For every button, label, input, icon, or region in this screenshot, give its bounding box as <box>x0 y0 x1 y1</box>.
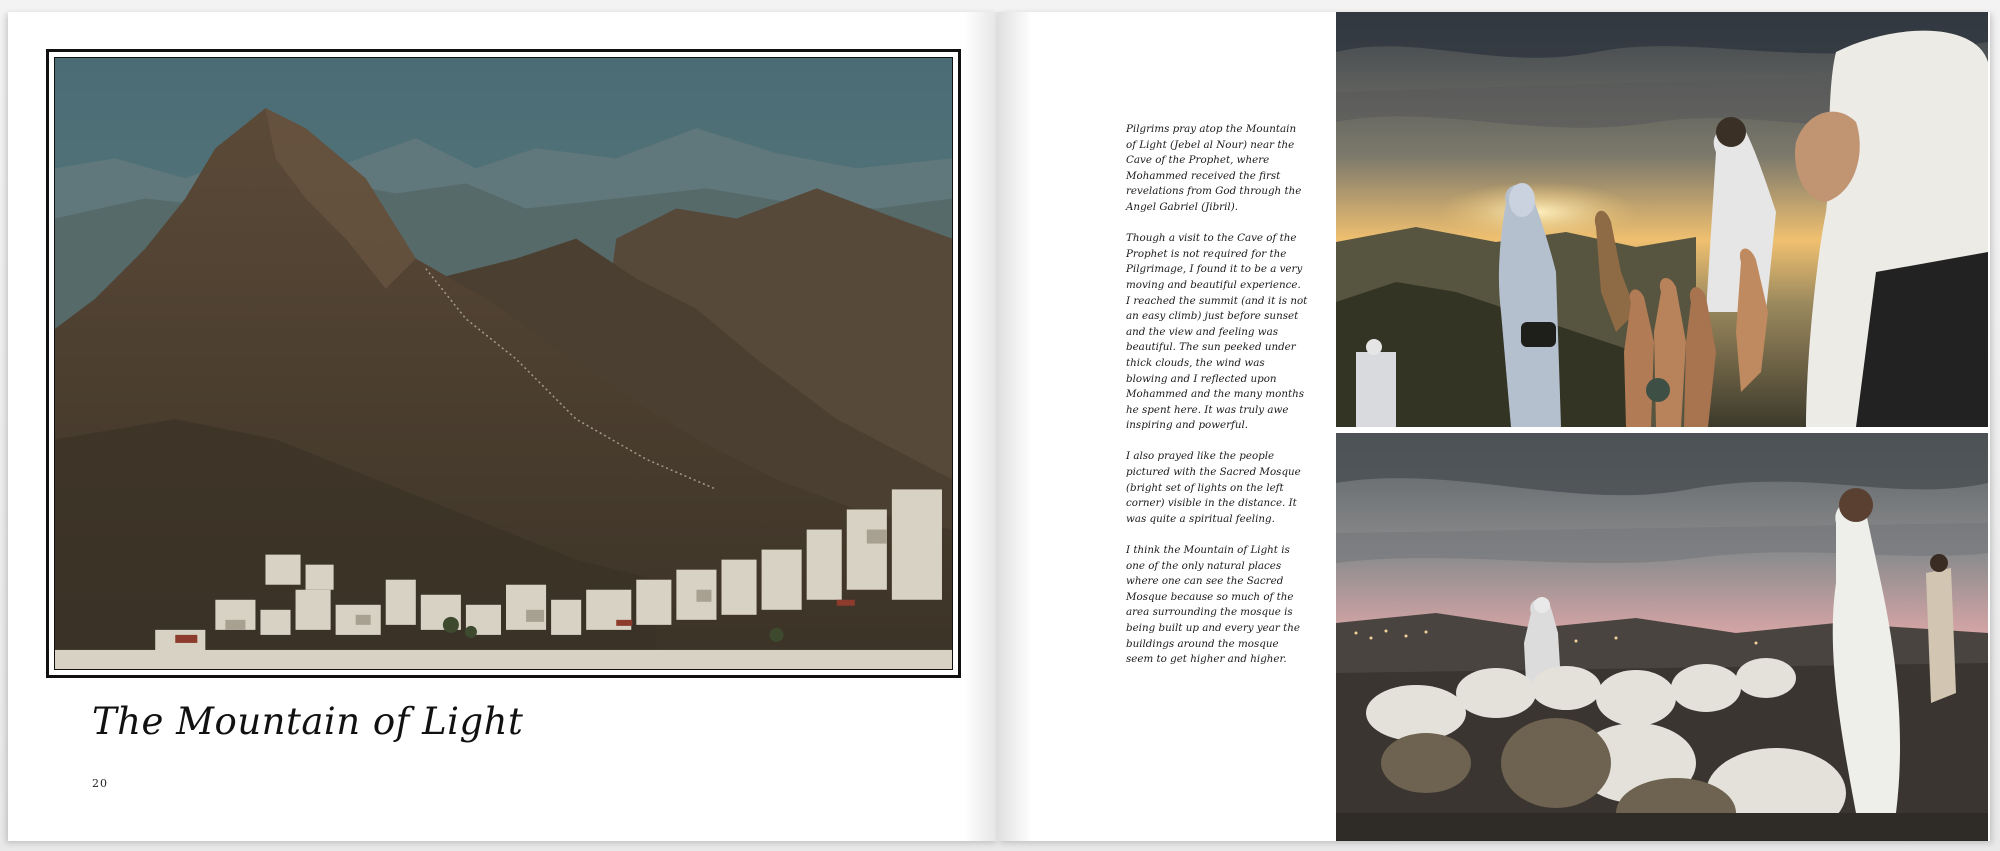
caption-paragraph: I also prayed like the people pictured with the Sacred Mosque (bright set of lights on the left corner) visible in the distance. It was quite a spiritual feeling. <box>1126 450 1301 525</box>
page-title: The Mountain of Light <box>92 700 524 743</box>
mountain-photo-frame <box>46 49 961 678</box>
caption-paragraph: Though a visit to the Cave of the Prophet is not required for the Pilgrimage, I found it to be a very moving and beautiful experience. I reached the summit (and it is not an easy climb) just before sunset and the view and feeling was beautiful. The sun peeked under thick clouds, the wind was blowing and I reflected upon Mohammed and the many months he spent here. It was truly awe inspiring and powerful. <box>1126 232 1308 432</box>
caption-text-column <box>1126 122 1308 683</box>
right-page <box>998 12 1990 841</box>
pilgrims-prostrating-photo <box>1336 433 1988 841</box>
caption-paragraph: I think the Mountain of Light is one of the only natural places where one can see the Sacred Mosque because so much of the area surrounding the mosque is being built up and every year the buildings around the mosque seem to get higher and higher. <box>1126 544 1300 666</box>
caption-paragraph: Pilgrims pray atop the Mountain of Light (Jebel al Nour) near the Cave of the Prophet, where Mohammed received the first revelations from God through the Angel Gabriel (Jibril). <box>1126 123 1302 213</box>
left-page <box>8 12 998 841</box>
mountain-photo <box>55 58 952 669</box>
gutter-shadow <box>964 12 998 841</box>
pilgrims-sunset-photo <box>1336 12 1988 427</box>
page-number: 20 <box>92 777 108 790</box>
gutter-shadow <box>998 12 1032 841</box>
